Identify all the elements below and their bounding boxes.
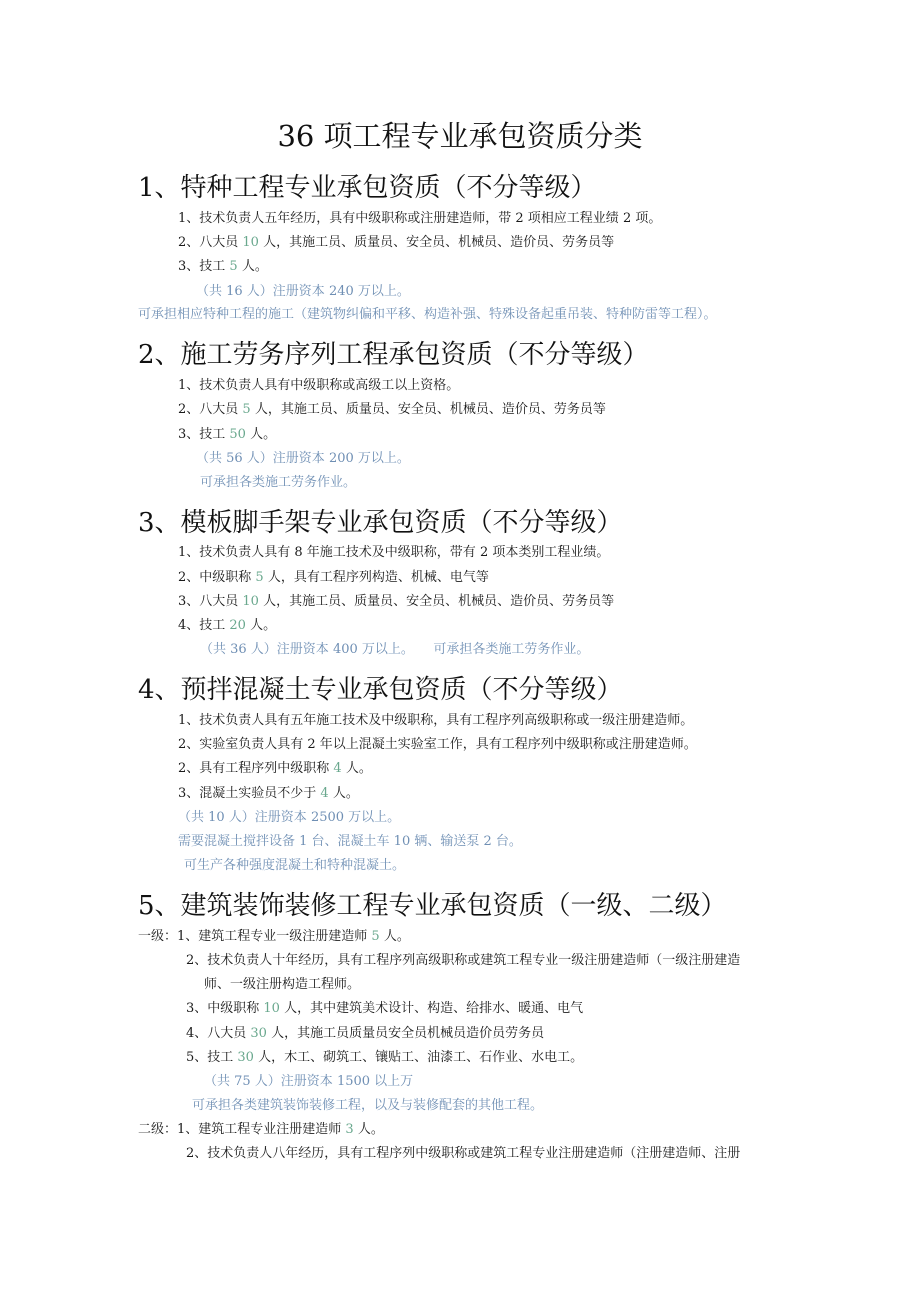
section-4-line-4: 3、混凝土实验员不少于 4 人。 — [178, 786, 359, 801]
section-5-line-10: 2、技术负责人八年经历，具有工程序列中级职称或建筑工程专业注册建造师（注册建造师、注册 — [186, 1146, 741, 1161]
section-5-line-9: 二级：1、建筑工程专业注册建造师 3 人。 — [138, 1122, 384, 1137]
section-heading-2: 2、施工劳务序列工程承包资质（不分等级） — [138, 340, 649, 370]
section-1-line-1: 1、技术负责人五年经历，具有中级职称或注册建造师，带 2 项相应工程业绩 2 项。 — [178, 211, 662, 226]
section-2-line-3: 3、技工 50 人。 — [178, 427, 277, 442]
section-4-capital-note: （共 10 人）注册资本 2500 万以上。 — [178, 810, 401, 825]
section-3-line-3: 3、八大员 10 人，其施工员、质量员、安全员、机械员、造价员、劳务员等 — [178, 594, 615, 609]
section-3-capital-note: （共 36 人）注册资本 400 万以上。 可承担各类施工劳务作业。 — [200, 642, 590, 657]
section-4-line-1: 1、技术负责人具有五年施工技术及中级职称，具有工程序列高级职称或一级注册建造师。 — [178, 713, 694, 728]
section-4-line-2: 2、实验室负责人具有 2 年以上混凝土实验室工作，具有工程序列中级职称或注册建造师。 — [178, 737, 697, 752]
section-5-line-3: 师、一级注册构造工程师。 — [204, 977, 361, 992]
section-1-scope-note: 可承担相应特种工程的施工（建筑物纠偏和平移、构造补强、特殊设备起重吊装、特种防雷等工程）。 — [138, 307, 717, 322]
section-3-line-4: 4、技工 20 人。 — [178, 618, 277, 633]
section-4-scope-note: 可生产各种强度混凝土和特种混凝土。 — [184, 858, 406, 873]
section-heading-3: 3、模板脚手架专业承包资质（不分等级） — [138, 508, 623, 538]
section-5-scope-note: 可承担各类建筑装饰装修工程，以及与装修配套的其他工程。 — [192, 1098, 544, 1113]
section-heading-4: 4、预拌混凝土专业承包资质（不分等级） — [138, 675, 623, 705]
section-5-line-4: 3、中级职称 10 人，其中建筑美术设计、构造、给排水、暖通、电气 — [186, 1001, 584, 1016]
section-1-capital-note: （共 16 人）注册资本 240 万以上。 — [196, 284, 410, 299]
section-4-line-3: 2、具有工程序列中级职称 4 人。 — [178, 761, 372, 776]
section-2-line-1: 1、技术负责人具有中级职称或高级工以上资格。 — [178, 378, 460, 393]
section-2-capital-note: （共 56 人）注册资本 200 万以上。 — [196, 451, 410, 466]
section-2-scope-note: 可承担各类施工劳务作业。 — [200, 475, 357, 490]
section-3-line-2: 2、中级职称 5 人，具有工程序列构造、机械、电气等 — [178, 570, 489, 585]
section-1-line-3: 3、技工 5 人。 — [178, 259, 268, 274]
section-5-line-2: 2、技术负责人十年经历，具有工程序列高级职称或建筑工程专业一级注册建造师（一级注册建造 — [186, 953, 741, 968]
section-1-line-2: 2、八大员 10 人，其施工员、质量员、安全员、机械员、造价员、劳务员等 — [178, 235, 615, 250]
section-5-capital-note: （共 75 人）注册资本 1500 以上万 — [204, 1074, 414, 1089]
section-5-line-1: 一级：1、建筑工程专业一级注册建造师 5 人。 — [138, 929, 410, 944]
section-4-equipment-note: 需要混凝土搅拌设备 1 台、混凝土车 10 辆、输送泵 2 台。 — [178, 834, 522, 849]
section-5-line-6: 5、技工 30 人，木工、砌筑工、镶贴工、油漆工、石作业、水电工。 — [186, 1050, 584, 1065]
section-heading-1: 1、特种工程专业承包资质（不分等级） — [138, 173, 597, 203]
section-3-line-1: 1、技术负责人具有 8 年施工技术及中级职称，带有 2 项本类别工程业绩。 — [178, 545, 610, 560]
page-title: 36 项工程专业承包资质分类 — [277, 119, 643, 153]
section-2-line-2: 2、八大员 5 人，其施工员、质量员、安全员、机械员、造价员、劳务员等 — [178, 402, 606, 417]
section-5-line-5: 4、八大员 30 人，其施工员质量员安全员机械员造价员劳务员 — [186, 1026, 545, 1041]
section-heading-5: 5、建筑装饰装修工程专业承包资质（一级、二级） — [138, 891, 727, 921]
